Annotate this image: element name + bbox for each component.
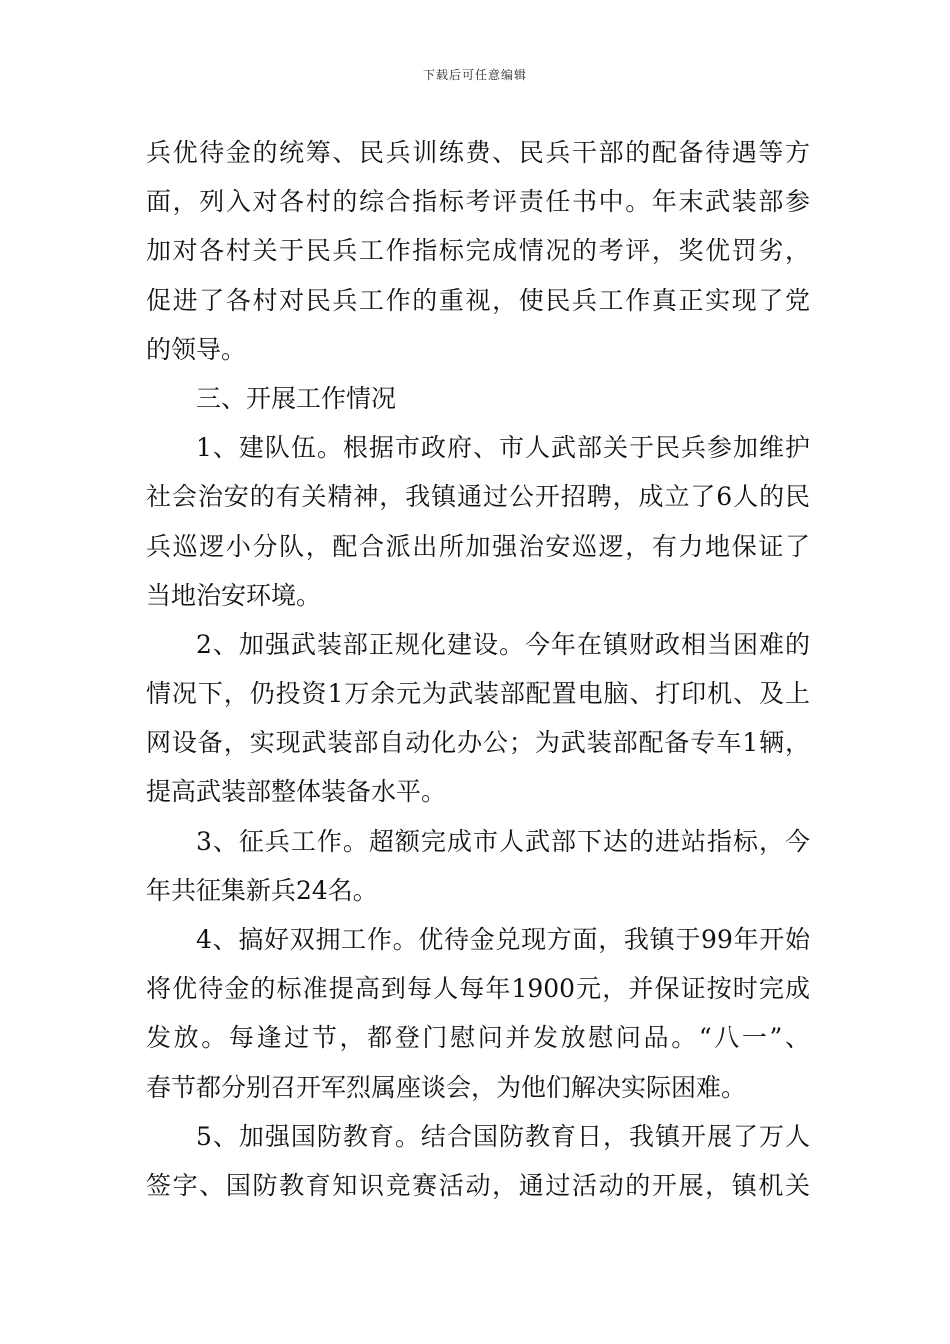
text-line: 2、加强武装部正规化建设。今年在镇财政相当困难的 <box>196 629 810 659</box>
text-line: 的领导。 <box>146 334 247 364</box>
text-line: 网设备，实现武装部自动化办公；为武装部配备专车1辆， <box>146 728 810 758</box>
text-line: 兵优待金的统筹、民兵训练费、民兵干部的配备待遇等方 <box>146 138 810 167</box>
text-line: 4、搞好双拥工作。优待金兑现方面，我镇于99年开始 <box>196 925 810 954</box>
text-line: 社会治安的有关精神，我镇通过公开招聘，成立了6人的民 <box>146 482 810 512</box>
text-line: 兵巡逻小分队，配合派出所加强治安巡逻，有力地保证了 <box>146 531 810 561</box>
text-line: 面，列入对各村的综合指标考评责任书中。年末武装部参 <box>146 187 810 217</box>
text-line: 年共征集新兵24名。 <box>146 875 378 905</box>
page-header: 下载后可任意编辑 <box>422 68 527 82</box>
text-line: 5、加强国防教育。结合国防教育日，我镇开展了万人 <box>196 1121 810 1151</box>
section-heading: 三、开展工作情况 <box>196 383 397 413</box>
text-line: 签字、国防教育知识竞赛活动，通过活动的开展，镇机关 <box>146 1170 810 1200</box>
text-line: 当地治安环境。 <box>146 580 322 610</box>
text-line: 1、建队伍。根据市政府、市人武部关于民兵参加维护 <box>196 433 810 463</box>
text-line: 发放。每逢过节，都登门慰问并发放慰问品。“八一”、 <box>146 1023 810 1053</box>
text-line: 提高武装部整体装备水平。 <box>146 777 447 807</box>
document-body <box>146 128 810 1210</box>
text-line: 春节都分别召开军烈属座谈会，为他们解决实际困难。 <box>146 1072 747 1102</box>
text-line: 加对各村关于民兵工作指标完成情况的考评，奖优罚劣， <box>146 236 810 266</box>
text-line: 将优待金的标准提高到每人每年1900元，并保证按时完成 <box>146 974 810 1004</box>
text-line: 情况下，仍投资1万余元为武装部配置电脑、打印机、及上 <box>146 679 810 709</box>
text-line: 3、征兵工作。超额完成市人武部下达的进站指标，今 <box>196 826 810 856</box>
text-line: 促进了各村对民兵工作的重视，使民兵工作真正实现了党 <box>146 285 810 315</box>
